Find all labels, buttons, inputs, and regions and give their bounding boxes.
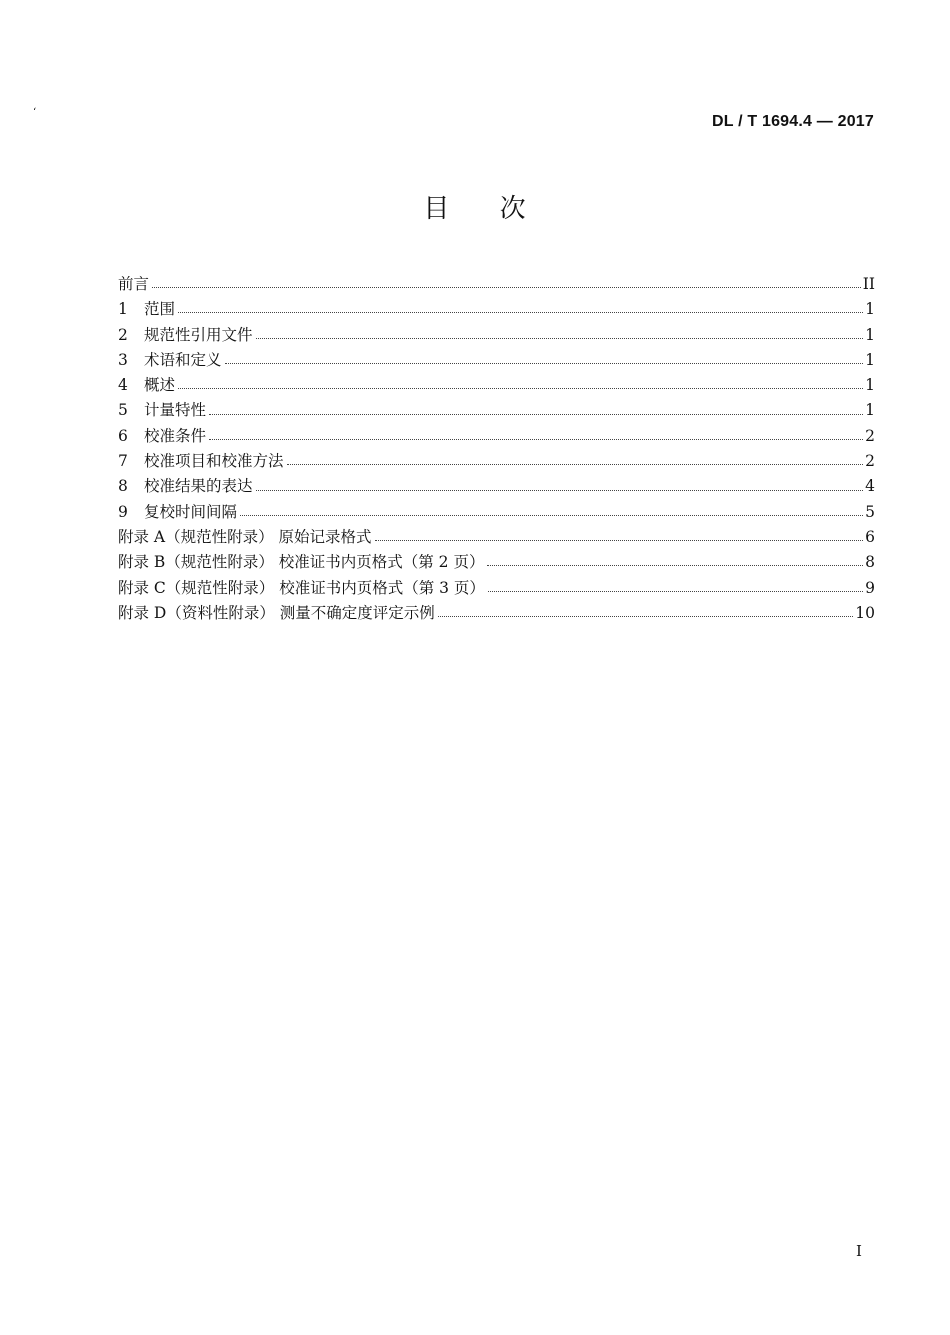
toc-leader-dots — [178, 312, 863, 313]
toc-entry[interactable] — [118, 474, 875, 499]
toc-entry[interactable] — [118, 576, 875, 601]
toc-entry-page: 8 — [865, 553, 875, 572]
toc-entry-title: 范围 — [144, 300, 176, 319]
toc-entry-page: 2 — [865, 426, 875, 445]
toc-entry-label — [118, 525, 372, 550]
toc-entry-label — [118, 373, 175, 398]
toc-entry-label — [118, 601, 435, 626]
toc-entry-number: 2 — [118, 325, 128, 344]
toc-entry-page: 9 — [865, 578, 875, 597]
toc-leader-dots — [375, 540, 864, 541]
page-title: 目 次 — [423, 194, 527, 224]
toc-entry-page: 1 — [865, 350, 875, 369]
toc-leader-dots — [438, 616, 853, 617]
scan-mark: ‘ — [33, 107, 37, 118]
toc-entry-page: 1 — [865, 401, 875, 420]
toc-entry-number: 4 — [118, 376, 128, 395]
toc-leader-dots — [209, 414, 863, 415]
toc-entry-page: 6 — [865, 527, 875, 546]
toc-entry-label — [118, 576, 485, 601]
toc-leader-dots — [488, 591, 863, 592]
toc-entry-page: 1 — [865, 325, 875, 344]
toc-leader-dots — [225, 363, 864, 364]
toc-leader-dots — [256, 338, 864, 339]
toc-entry[interactable] — [118, 272, 875, 297]
toc-entry-title: 附录 D（资料性附录） 测量不确定度评定示例 — [118, 603, 435, 622]
toc-leader-dots — [152, 287, 861, 288]
toc-entry-page: II — [862, 275, 875, 293]
toc-entry-number: 5 — [118, 401, 128, 420]
toc-entry-label — [118, 474, 253, 499]
toc-leader-dots — [256, 490, 864, 491]
toc-entry-label — [118, 297, 175, 322]
toc-entry-page: 10 — [855, 603, 875, 622]
toc-entry[interactable] — [118, 373, 875, 398]
toc-leader-dots — [209, 439, 863, 440]
toc-entry-page: 4 — [865, 477, 875, 496]
toc-leader-dots — [178, 388, 863, 389]
toc-entry-title: 校准条件 — [144, 426, 207, 445]
toc-entry-number: 3 — [118, 350, 128, 369]
toc-entry[interactable] — [118, 525, 875, 550]
toc-entry-title: 计量特性 — [144, 401, 207, 420]
toc-entry[interactable] — [118, 424, 875, 449]
toc-entry[interactable] — [118, 601, 875, 626]
toc-entry-title: 术语和定义 — [144, 350, 222, 369]
toc-entry-label — [118, 348, 222, 373]
toc-entry-page: 2 — [865, 452, 875, 471]
toc-leader-dots — [287, 464, 864, 465]
table-of-contents — [118, 272, 875, 626]
toc-entry[interactable] — [118, 449, 875, 474]
toc-entry-number: 1 — [118, 300, 128, 319]
toc-entry-label — [118, 449, 284, 474]
toc-leader-dots — [240, 515, 863, 516]
toc-entry-title: 概述 — [144, 376, 176, 395]
toc-entry[interactable] — [118, 297, 875, 322]
toc-entry-title: 附录 C（规范性附录） 校准证书内页格式（第 3 页） — [118, 578, 485, 597]
toc-entry-number: 9 — [118, 502, 128, 521]
toc-leader-dots — [487, 565, 863, 566]
toc-entry-label — [118, 323, 253, 348]
page-number: I — [856, 1242, 862, 1260]
toc-entry[interactable] — [118, 500, 875, 525]
toc-entry[interactable] — [118, 348, 875, 373]
toc-entry[interactable] — [118, 323, 875, 348]
toc-entry-title: 校准项目和校准方法 — [144, 452, 284, 471]
toc-entry-number: 7 — [118, 452, 128, 471]
toc-entry-label — [118, 500, 237, 525]
toc-entry-title: 规范性引用文件 — [144, 325, 253, 344]
toc-entry-number: 6 — [118, 426, 128, 445]
toc-entry-title: 复校时间间隔 — [144, 502, 238, 521]
toc-entry-title: 前言 — [118, 275, 150, 293]
toc-entry-page: 1 — [865, 376, 875, 395]
toc-entry-label — [118, 272, 149, 297]
toc-entry-page: 1 — [865, 300, 875, 319]
toc-entry-label — [118, 424, 206, 449]
toc-entry-label — [118, 398, 206, 423]
toc-entry-page: 5 — [865, 502, 875, 521]
toc-entry-number: 8 — [118, 477, 128, 496]
toc-entry-title: 附录 A（规范性附录） 原始记录格式 — [118, 527, 372, 546]
toc-entry[interactable] — [118, 550, 875, 575]
standard-code: DL / T 1694.4 — 2017 — [711, 113, 874, 130]
toc-entry-title: 校准结果的表达 — [144, 477, 253, 496]
toc-entry[interactable] — [118, 398, 875, 423]
toc-entry-label — [118, 550, 484, 575]
toc-entry-title: 附录 B（规范性附录） 校准证书内页格式（第 2 页） — [118, 553, 485, 572]
